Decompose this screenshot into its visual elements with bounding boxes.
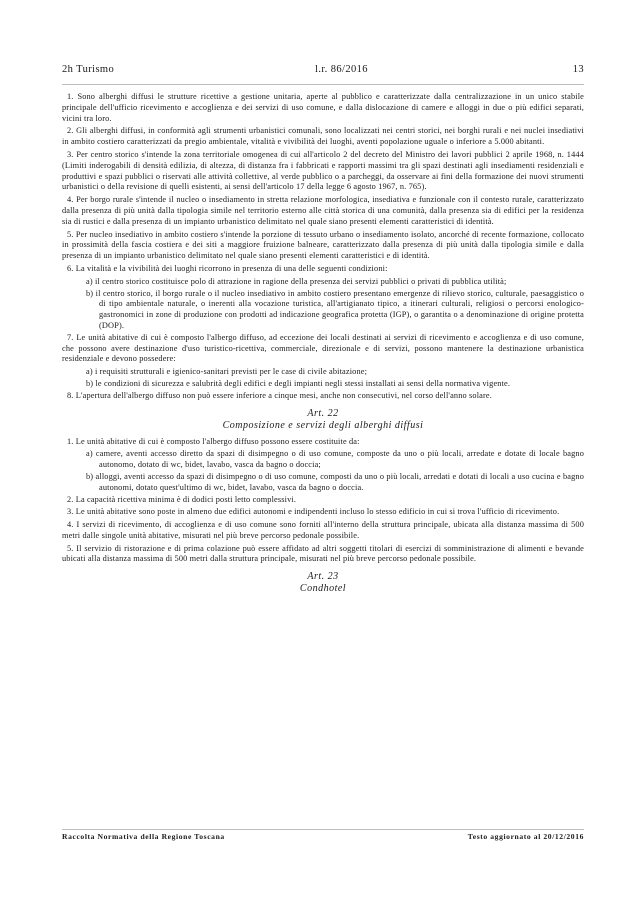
list-item: b) le condizioni di sicurezza e salubrità degli edifici e degli impianti negli stessi installati ai sensi della normativa vigente. [86,378,511,388]
list-item: b) alloggi, aventi accesso da spazi di disimpegno o di uso comune, composti da uno o più locali, arredati e dotati di locali a uso cucina e bagno autonomi, dotato quest'ultimo di wc, bidet, lavabo, vasca da bagno o doccia. [86,471,584,492]
footer-source: Raccolta Normativa della Regione Toscana [62,832,225,841]
paragraph: 2. La capacità ricettiva minima è di dodici posti letto complessivi. [67,494,297,504]
article-title: Composizione e servizi degli alberghi diffusi [222,419,424,431]
document-body [62,92,584,600]
list-item: a) i requisiti strutturali e igienico-sanitari previsti per le case di civile abitazione; [86,367,368,377]
paragraph: 5. Per nucleo insediativo in ambito costiero s'intende la porzione di tessuto urbano o insediamento isolato, ancorché di recente formazione, collocato in prossimità della fascia costiera e dei siti a maggiore fruizione balneare, caratterizzato dalla presenza di più unità dalla tipologia simile e dalla presenza di un impianto urbanistico delimitato nel quale siano presenti elementi caratteristici e di identità. [62,229,584,261]
list-item: b) il centro storico, il borgo rurale o il nucleo insediativo in ambito costiero presentano emergenze di rilievo storico, culturale, paesaggistico o di tipo ambientale naturale, o inerenti alla vocazione turistica, all'artigianato tipico, a itinerari culturali, religiosi o percorsi enologico-gastronomici in zone di produzione con prodotti ad indicazione geografica protetta (IGP), o garantita o a denominazione di origine protetta (DOP). [86,288,584,330]
paragraph: 6. La vitalità e la vivibilità dei luoghi ricorrono in presenza di una delle seguenti condizioni: [67,263,388,273]
paragraph: 4. Per borgo rurale s'intende il nucleo o insediamento in stretta relazione morfologica, insediativa e funzionale con il contesto rurale, caratterizzato dalla presenza di più unità dalla tipologia simile nel territorio esterno alle città storica di una comunità, dalla presenza sia di edifici per la residenza sia di rustici e dalla presenza di un impianto urbanistico delimitato nel quale siano presenti elementi caratteristici di identità. [62,195,584,226]
paragraph: 1. Sono alberghi diffusi le strutture ricettive a gestione unitaria, aperte al pubblico e caratterizzate dalla centralizzazione in un unico stabile principale dell'ufficio ricevimento e accoglienza e dei servizi di uso comune, e dalla dislocazione di camere e alloggi in due o più edifici separati, vicini tra loro. [62,92,584,123]
article-number: Art. 23 [307,571,339,583]
paragraph: 7. Le unità abitative di cui è composto l'albergo diffuso, ad eccezione dei locali destinati ai servizi di ricevimento e accoglienza e di uso comune, che possono avere destinazione d'uso turistico-ricettiva, commerciale, direzionale e di servizi, possono mantenere la destinazione urbanistica residenziale e devono possedere: [62,332,584,364]
footer-date: Testo aggiornato al 20/12/2016 [467,832,584,841]
header-rule [62,84,584,85]
page-footer [62,832,584,844]
paragraph: 2. Gli alberghi diffusi, in conformità agli strumenti urbanistici comunali, sono localizzati nei centri storici, nei borghi rurali e nei nuclei insediativi in ambito costiero caratterizzati da pregio ambientale, vitalità e vivibilità dei luoghi, aventi popolazione uguale o inferiore a 5.000 abitanti. [62,126,584,147]
paragraph: 8. L'apertura dell'albergo diffuso non può essere inferiore a cinque mesi, anche non consecutivi, nel corso dell'anno solare. [67,390,492,400]
article-heading [62,408,584,432]
header-law-ref: l.r. 86/2016 [315,64,368,75]
paragraph: 3. Le unità abitative sono poste in almeno due edifici autonomi e indipendenti incluso lo stesso edificio in cui si trova l'ufficio di ricevimento. [67,507,560,517]
paragraph: 3. Per centro storico s'intende la zona territoriale omogenea di cui all'articolo 2 del decreto del Ministro dei lavori pubblici 2 aprile 1968, n. 1444 (Limiti inderogabili di densità edilizia, di altezza, di distanza fra i fabbricati e rapporti massimi tra gli spazi destinati agli insediamenti residenziali e produttivi e spazi pubblici o riservati alle attività collettive, al verde pubblico o a parcheggi, da osservare ai fini della formazione dei nuovi strumenti urbanistici o della revisione di quelli esistenti, ai sensi dell'articolo 17 della legge 6 agosto 1967, n. 765). [62,149,584,192]
paragraph: 4. I servizi di ricevimento, di accoglienza e di uso comune sono forniti all'interno della struttura principale, ubicata alla distanza massima di 500 metri dalle singole unità abitative, misurati nel più breve percorso pedonale possibile. [62,520,584,540]
list-item: a) camere, aventi accesso diretto da spazi di disimpegno o di uso comune, composte da uno o più locali, arredate e dotate di locale bagno autonomo, dotato di wc, bidet, lavabo, vasca da bagno o doccia; [86,449,584,470]
article-heading [62,571,584,595]
page-header [62,64,584,78]
article-number: Art. 22 [307,407,339,419]
article-title: Condhotel [299,583,347,595]
footer-rule [62,829,584,830]
page-number: 13 [572,64,584,75]
paragraph: 5. Il servizio di ristorazione e di prima colazione può essere affidato ad altri soggetti titolari di esercizi di somministrazione di alimenti e bevande ubicati alla distanza massima di 500 metri dalla struttura principale, misurati nel più breve percorso pedonale possibile. [62,543,584,564]
list-item: a) il centro storico costituisce polo di attrazione in ragione della presenza dei servizi pubblici o privati di pubblica utilità; [86,276,507,286]
header-section: 2h Turismo [62,64,115,75]
paragraph: 1. Le unità abitative di cui è composto l'albergo diffuso possono essere costituite da: [67,436,360,446]
